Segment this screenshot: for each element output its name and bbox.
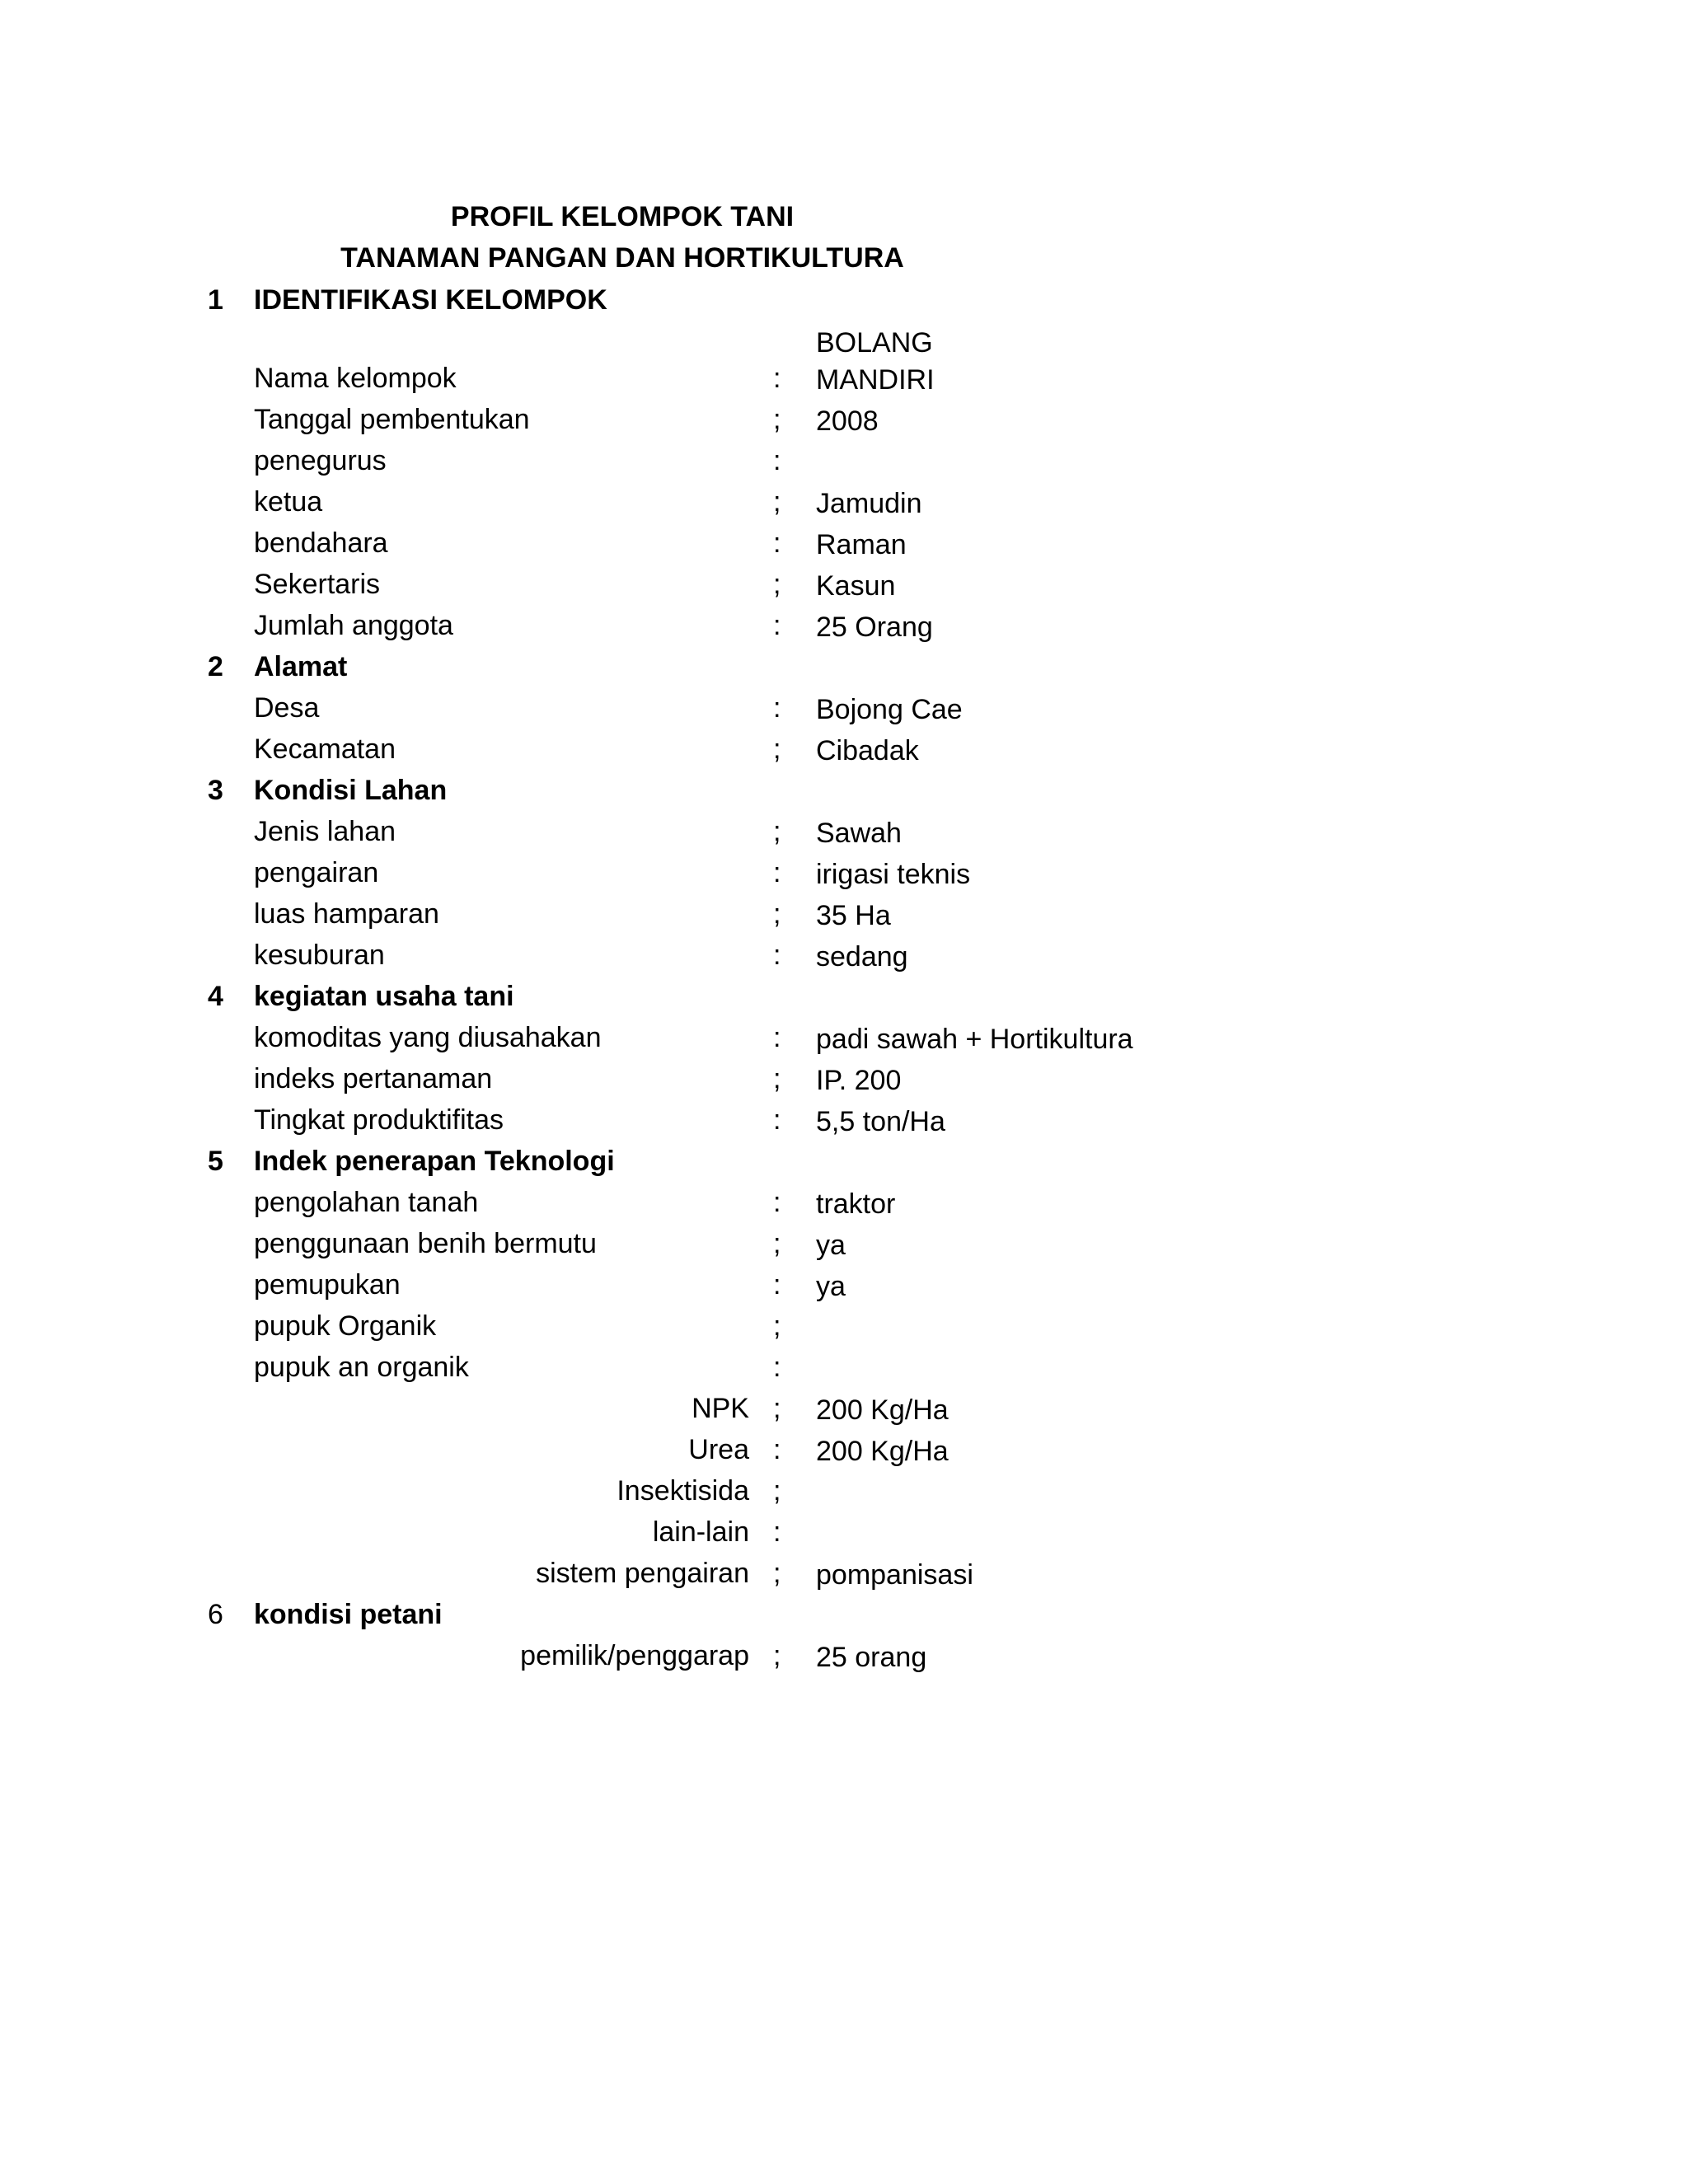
field-label: bendahara [254, 527, 388, 559]
field-label: pengolahan tanah [254, 1187, 479, 1218]
field-value: pompanisasi [816, 1559, 973, 1591]
section-number: 3 [208, 775, 223, 806]
field-label: pemilik/penggarap [520, 1640, 749, 1671]
field-value: 25 Orang [816, 612, 933, 643]
field-value-line: MANDIRI [816, 364, 935, 396]
field-label: NPK [692, 1393, 749, 1424]
field-separator: ; [773, 1310, 781, 1342]
field-label: ketua [254, 486, 323, 518]
field-value: 25 orang [816, 1642, 927, 1673]
field-label: pengairan [254, 857, 379, 888]
field-value: ya [816, 1230, 846, 1261]
field-value: padi sawah + Hortikultura [816, 1024, 1133, 1055]
field-row [0, 1635, 1688, 1676]
field-label: pupuk an organik [254, 1352, 469, 1383]
field-separator: : [773, 610, 781, 641]
field-separator: : [773, 857, 781, 888]
field-row [0, 481, 1688, 523]
field-separator: : [773, 940, 781, 971]
field-separator: ; [773, 898, 781, 930]
field-label: lain-lain [652, 1516, 749, 1548]
section-heading [0, 279, 1688, 321]
field-value: 5,5 ton/Ha [816, 1106, 945, 1137]
field-separator: ; [773, 816, 781, 847]
field-value [816, 325, 935, 399]
document-title: PROFIL KELOMPOK TANI [450, 201, 795, 232]
field-separator: : [773, 363, 781, 394]
field-row [0, 1264, 1688, 1305]
field-separator: ; [773, 1228, 781, 1259]
field-row [0, 1511, 1688, 1553]
field-separator: ; [773, 1475, 781, 1507]
field-label: luas hamparan [254, 898, 439, 930]
field-label: Urea [688, 1434, 749, 1465]
section-title: kegiatan usaha tani [254, 981, 514, 1012]
field-value-line: BOLANG [816, 327, 933, 359]
field-row [0, 1099, 1688, 1141]
field-separator: : [773, 1104, 781, 1136]
section-title: kondisi petani [254, 1599, 443, 1630]
field-row [0, 321, 1688, 399]
field-value: irigasi teknis [816, 859, 971, 890]
section-number: 6 [208, 1599, 223, 1630]
section-number: 4 [208, 981, 223, 1012]
field-value: sedang [816, 941, 908, 972]
field-row [0, 935, 1688, 976]
field-row [0, 1223, 1688, 1264]
field-separator: ; [773, 569, 781, 600]
section-title: Alamat [254, 651, 348, 682]
field-row [0, 1017, 1688, 1058]
section-title: Indek penerapan Teknologi [254, 1146, 615, 1177]
field-row [0, 1470, 1688, 1511]
section-title: Kondisi Lahan [254, 775, 448, 806]
field-separator: ; [773, 1558, 781, 1589]
field-separator: : [773, 1022, 781, 1053]
section-number: 5 [208, 1146, 223, 1177]
field-separator: : [773, 1187, 781, 1218]
field-row [0, 1429, 1688, 1470]
field-value: Raman [816, 529, 907, 560]
field-separator: ; [773, 1063, 781, 1094]
field-row [0, 564, 1688, 605]
profile-form [0, 279, 1688, 1676]
field-label: Nama kelompok [254, 363, 457, 394]
field-label: Jumlah anggota [254, 610, 453, 641]
field-label: Tanggal pembentukan [254, 404, 530, 435]
field-label: komoditas yang diusahakan [254, 1022, 602, 1053]
field-label: Tingkat produktifitas [254, 1104, 504, 1136]
section-heading [0, 1141, 1688, 1182]
section-heading [0, 770, 1688, 811]
section-number: 1 [208, 284, 223, 316]
field-separator: ; [773, 733, 781, 765]
field-value: 2008 [816, 405, 879, 437]
field-row [0, 440, 1688, 481]
document-subtitle: TANAMAN PANGAN DAN HORTIKULTURA [340, 242, 904, 274]
field-value: 200 Kg/Ha [816, 1436, 949, 1467]
field-value: Sawah [816, 818, 902, 849]
field-label: penegurus [254, 445, 387, 476]
field-label: Sekertaris [254, 569, 381, 600]
field-label: pemupukan [254, 1269, 401, 1301]
field-value: 200 Kg/Ha [816, 1394, 949, 1426]
section-title: IDENTIFIKASI KELOMPOK [254, 284, 607, 316]
field-value: traktor [816, 1188, 896, 1220]
field-separator: : [773, 1434, 781, 1465]
field-row [0, 811, 1688, 852]
field-value: Cibadak [816, 735, 919, 766]
field-label: kesuburan [254, 940, 385, 971]
field-label: Kecamatan [254, 733, 396, 765]
field-row [0, 1347, 1688, 1388]
field-separator: : [773, 1269, 781, 1301]
field-label: indeks pertanaman [254, 1063, 493, 1094]
field-label: Jenis lahan [254, 816, 396, 847]
field-row [0, 852, 1688, 893]
field-row [0, 523, 1688, 564]
field-row [0, 1182, 1688, 1223]
section-heading [0, 976, 1688, 1017]
field-row [0, 1058, 1688, 1099]
section-heading [0, 1594, 1688, 1635]
field-value: Kasun [816, 570, 896, 602]
field-value: 35 Ha [816, 900, 891, 931]
field-separator: : [773, 692, 781, 724]
field-separator: : [773, 1352, 781, 1383]
field-separator: ; [773, 404, 781, 435]
field-label: Desa [254, 692, 320, 724]
field-row [0, 399, 1688, 440]
field-row [0, 1388, 1688, 1429]
field-value: Bojong Cae [816, 694, 963, 725]
field-value: IP. 200 [816, 1065, 902, 1096]
field-separator: : [773, 445, 781, 476]
field-separator: : [773, 1516, 781, 1548]
field-label: Insektisida [617, 1475, 749, 1507]
field-row [0, 1305, 1688, 1347]
field-label: sistem pengairan [536, 1558, 749, 1589]
field-separator: ; [773, 486, 781, 518]
field-separator: ; [773, 1393, 781, 1424]
field-row [0, 687, 1688, 729]
field-label: penggunaan benih bermutu [254, 1228, 597, 1259]
section-number: 2 [208, 651, 223, 682]
field-value: Jamudin [816, 488, 922, 519]
section-heading [0, 646, 1688, 687]
field-row [0, 893, 1688, 935]
field-row [0, 729, 1688, 770]
field-row [0, 605, 1688, 646]
field-value: ya [816, 1271, 846, 1302]
field-separator: : [773, 527, 781, 559]
field-label: pupuk Organik [254, 1310, 437, 1342]
field-row [0, 1553, 1688, 1594]
field-separator: ; [773, 1640, 781, 1671]
